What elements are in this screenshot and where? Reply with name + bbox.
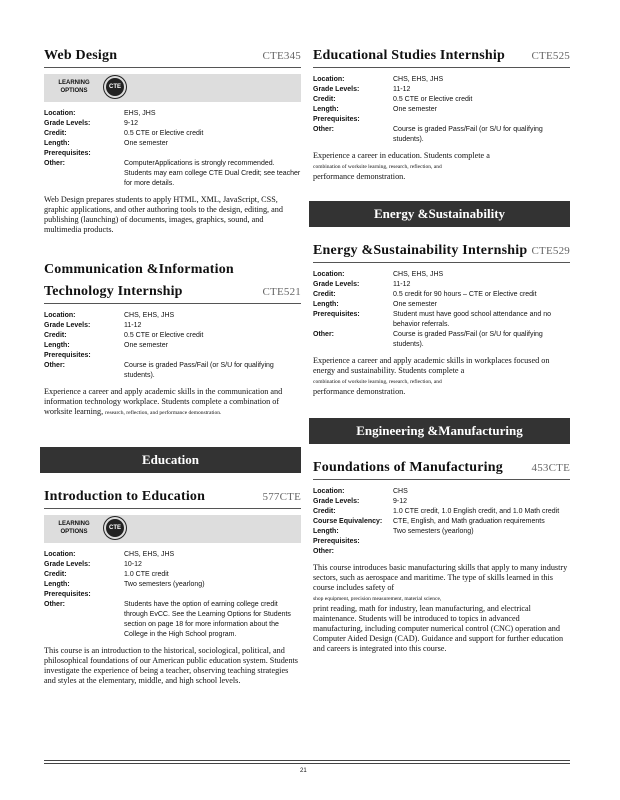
info-label: Length:	[313, 528, 339, 535]
course-intro-education	[44, 489, 301, 686]
info-value: 0.5 credit for 90 hours – CTE or Elective credit	[393, 291, 537, 298]
info-value: 0.5 CTE or Elective credit	[393, 96, 473, 103]
info-row	[313, 105, 570, 115]
info-label: Other:	[44, 362, 65, 369]
description-small-text: research, reflection, and performance demonstration.	[105, 410, 222, 416]
info-value: Course is graded Pass/Fail (or S/U for qualifying students).	[124, 362, 274, 379]
learning-options-box	[44, 515, 301, 543]
course-name-line2: Technology Internship	[44, 284, 183, 299]
info-value: 9-12	[124, 120, 139, 127]
info-row	[44, 159, 301, 189]
course-title	[44, 48, 301, 68]
course-title	[44, 489, 301, 509]
info-value: 11-12	[393, 86, 411, 93]
course-code: 577CTE	[262, 491, 301, 503]
info-value: Students have the option of earning college credit through EvCC. See the Learning Options for Students section on page 18 for more information about the College in the High School program.	[124, 601, 291, 638]
info-value: ComputerApplications is strongly recommended. Students may earn college CTE Dual Credit; see teacher for more details.	[124, 160, 301, 187]
course-code: 453CTE	[531, 462, 570, 474]
info-value: CHS, EHS, JHS	[393, 271, 444, 278]
cte-logo-icon: CTE	[106, 519, 124, 537]
course-description	[313, 151, 570, 182]
info-value: 0.5 CTE or Elective credit	[124, 130, 204, 137]
info-row	[44, 149, 301, 159]
description-text: Experience a career and apply academic skills in the communication and information technology workplace. Students complete a combination of worksite learning,	[44, 387, 283, 416]
info-row	[313, 310, 570, 330]
info-value: One semester	[393, 106, 437, 113]
info-row	[44, 600, 301, 640]
info-value	[124, 149, 301, 159]
info-label: Length:	[44, 581, 70, 588]
info-value: Student must have good school attendance and no behavior referrals.	[393, 311, 552, 328]
info-value: One semester	[124, 342, 168, 349]
info-value: 11-12	[124, 322, 142, 329]
course-name: Introduction to Education	[44, 489, 206, 504]
info-label: Other:	[313, 126, 334, 133]
info-value: EHS, JHS	[124, 110, 156, 117]
description-end-text: performance demonstration.	[313, 172, 406, 181]
course-name: Web Design	[44, 48, 118, 63]
course-name: Foundations of Manufacturing	[313, 460, 503, 475]
info-value: CTE, English, and Math graduation requirements	[393, 518, 545, 525]
info-label: Prerequisites:	[313, 116, 360, 123]
info-label: Length:	[44, 140, 70, 147]
description-small-text: combination of worksite learning, research, reflection, and	[313, 379, 442, 385]
info-label: Location:	[313, 76, 345, 83]
info-value: Two semesters (yearlong)	[393, 528, 474, 535]
info-value: Two semesters (yearlong)	[124, 581, 205, 588]
info-label: Grade Levels:	[313, 498, 360, 505]
course-code: CTE345	[262, 50, 301, 62]
course-code: CTE521	[262, 286, 301, 298]
description-small-text: combination of worksite learning, research, reflection, and	[313, 164, 442, 170]
info-value: 1.0 CTE credit	[124, 571, 169, 578]
info-value: 1.0 CTE credit, 1.0 English credit, and 1.0 Math credit	[393, 508, 560, 515]
info-label: Location:	[313, 488, 345, 495]
course-info	[44, 109, 301, 189]
description-end-text: performance demonstration.	[313, 387, 406, 396]
course-title	[313, 48, 570, 68]
info-row	[44, 580, 301, 590]
info-row	[313, 290, 570, 300]
info-row	[44, 311, 301, 321]
learning-options-label: LEARNING OPTIONS	[58, 80, 90, 94]
info-value: CHS	[393, 488, 408, 495]
info-label: Location:	[44, 312, 76, 319]
description-small-text: shop equipment, precision measurement, material science,	[313, 596, 442, 602]
info-row	[44, 570, 301, 580]
description-end-text: print reading, math for industry, lean manufacturing, and electrical maintenance. Students will be introduced to topics in advanced manufacturing, including computer numerical control (CNC) operation and Computer Aided Design (CAD). Guidance and support for further education and careers is integrated into this course.	[313, 604, 564, 653]
info-label: Grade Levels:	[44, 120, 91, 127]
info-value: 11-12	[393, 281, 411, 288]
course-title	[313, 460, 570, 480]
info-label: Credit:	[313, 291, 336, 298]
course-name: Educational Studies Internship	[313, 48, 505, 63]
info-label: Grade Levels:	[313, 281, 360, 288]
info-value: Course is graded Pass/Fail (or S/U for qualifying students).	[393, 331, 543, 348]
info-row	[44, 119, 301, 129]
info-row	[313, 115, 570, 125]
info-label: Prerequisites:	[313, 538, 360, 545]
course-energy-internship	[313, 243, 570, 397]
info-row	[313, 75, 570, 85]
course-name: Energy &Sustainability Internship	[313, 243, 528, 258]
info-label: Length:	[313, 106, 339, 113]
info-value: CHS, EHS, JHS	[124, 551, 175, 558]
info-row	[313, 537, 570, 547]
info-label: Prerequisites:	[44, 150, 91, 157]
info-row	[313, 487, 570, 497]
course-info	[44, 550, 301, 640]
info-row	[44, 361, 301, 381]
description-text: Experience a career and apply academic skills in workplaces focused on energy and sustainability. Students complete a	[313, 356, 550, 375]
course-info	[313, 270, 570, 350]
info-row	[313, 280, 570, 290]
info-value: One semester	[393, 301, 437, 308]
course-info	[313, 75, 570, 145]
info-label: Grade Levels:	[313, 86, 360, 93]
course-description	[44, 387, 301, 418]
info-label: Course Equivalency:	[313, 518, 383, 525]
course-web-design	[44, 48, 301, 235]
info-value	[124, 351, 301, 361]
info-value: Course is graded Pass/Fail (or S/U for qualifying students).	[393, 126, 543, 143]
info-label: Length:	[313, 301, 339, 308]
course-description	[313, 563, 570, 654]
info-label: Credit:	[313, 508, 336, 515]
info-row	[313, 517, 570, 527]
course-title	[313, 243, 570, 263]
info-label: Other:	[44, 160, 65, 167]
info-row	[313, 95, 570, 105]
info-row	[313, 547, 570, 557]
info-label: Other:	[313, 331, 334, 338]
course-description	[313, 356, 570, 397]
course-title	[44, 262, 301, 304]
info-label: Prerequisites:	[44, 591, 91, 598]
info-row	[44, 139, 301, 149]
info-row	[44, 331, 301, 341]
info-row	[44, 351, 301, 361]
learning-options-box	[44, 74, 301, 102]
info-row	[313, 507, 570, 517]
course-info	[44, 311, 301, 381]
course-edu-studies-internship	[313, 48, 570, 182]
footer-divider	[44, 760, 570, 761]
info-label: Length:	[44, 342, 70, 349]
info-label: Other:	[44, 601, 65, 608]
info-row	[44, 109, 301, 119]
section-header-energy: Energy &Sustainability	[309, 201, 570, 227]
info-row	[44, 129, 301, 139]
course-code: CTE525	[531, 50, 570, 62]
info-value: CHS, EHS, JHS	[124, 312, 175, 319]
info-label: Prerequisites:	[44, 352, 91, 359]
section-header-engineering: Engineering &Manufacturing	[309, 418, 570, 444]
info-row	[44, 341, 301, 351]
info-value: CHS, EHS, JHS	[393, 76, 444, 83]
info-row	[313, 85, 570, 95]
info-label: Location:	[313, 271, 345, 278]
info-label: Credit:	[44, 332, 67, 339]
info-row	[313, 330, 570, 350]
course-name: Communication &Information	[44, 262, 234, 277]
info-row	[313, 497, 570, 507]
info-label: Prerequisites:	[313, 311, 360, 318]
info-label: Location:	[44, 110, 76, 117]
info-row	[313, 300, 570, 310]
info-label: Credit:	[44, 130, 67, 137]
info-value	[393, 547, 570, 557]
page-number: 21	[300, 768, 307, 774]
course-description: This course is an introduction to the historical, sociological, political, and philosophical foundations of our American public education system. Students investigate the experience of being a teacher, observing teaching strategies and styles at the elementary, middle, and high school levels.	[44, 646, 298, 685]
info-label: Credit:	[313, 96, 336, 103]
info-label: Location:	[44, 551, 76, 558]
info-label: Credit:	[44, 571, 67, 578]
info-value: 0.5 CTE or Elective credit	[124, 332, 204, 339]
info-row	[313, 270, 570, 280]
course-foundations-manufacturing	[313, 460, 570, 654]
learning-options-label: LEARNING OPTIONS	[58, 521, 90, 535]
description-text: This course introduces basic manufacturing skills that apply to many industry sectors, such as aerospace and maritime. The type of skills learned in this course includes safety of	[313, 563, 568, 592]
info-value: 9-12	[393, 498, 408, 505]
info-row	[44, 550, 301, 560]
course-comm-tech-internship	[44, 262, 301, 418]
info-value: 10-12	[124, 561, 142, 568]
section-header-education: Education	[40, 447, 301, 473]
info-row	[44, 321, 301, 331]
info-row	[44, 560, 301, 570]
footer-divider-secondary	[44, 763, 570, 764]
info-label: Grade Levels:	[44, 561, 91, 568]
info-row	[313, 125, 570, 145]
course-description: Web Design prepares students to apply HTML, XML, JavaScript, CSS, graphic applications, and other authoring tools to the design, editing, and publishing (launching) of documents, images, graphics, sound, and multimedia products.	[44, 195, 283, 234]
info-label: Other:	[313, 548, 334, 555]
info-row	[44, 590, 301, 600]
info-value	[124, 590, 301, 600]
info-value: One semester	[124, 140, 168, 147]
info-value	[393, 115, 570, 125]
info-row	[313, 527, 570, 537]
cte-logo-icon: CTE	[106, 78, 124, 96]
info-value	[393, 537, 570, 547]
course-code: CTE529	[531, 245, 570, 257]
description-text: Experience a career in education. Students complete a	[313, 151, 490, 160]
course-info	[313, 487, 570, 557]
info-label: Grade Levels:	[44, 322, 91, 329]
